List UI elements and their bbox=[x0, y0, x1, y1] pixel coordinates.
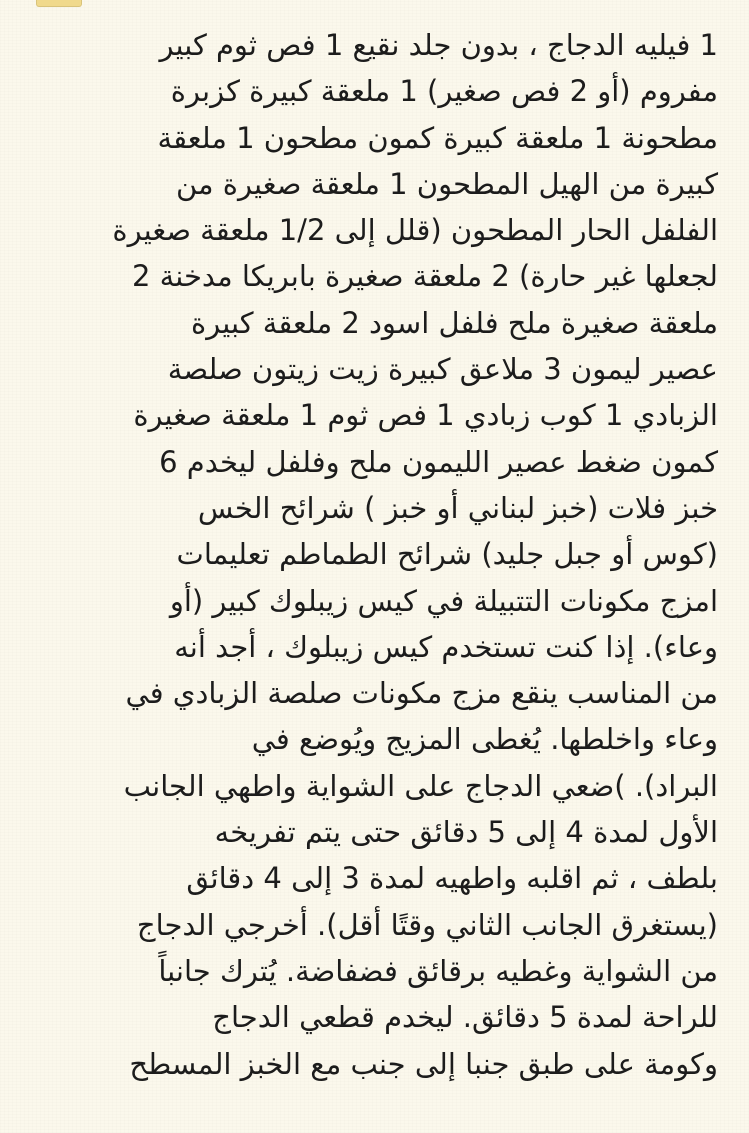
note-line: وعاء واخلطها. يُغطى المزيج ويُوضع في bbox=[251, 722, 718, 757]
note-line: بلطف ، ثم اقلبه واطهيه لمدة 3 إلى 4 دقائق bbox=[186, 861, 718, 896]
note-line: البراد). )ضعي الدجاج على الشواية واطهي الجانب bbox=[123, 768, 718, 803]
note-line: عصير ليمون 3 ملاعق كبيرة زيت زيتون صلصة bbox=[167, 352, 718, 387]
note-line: من الشواية وغطيه برقائق فضفاضة. يُترك جانباً bbox=[158, 953, 718, 988]
note-text-body bbox=[28, 22, 718, 1087]
note-line: 1 فيليه الدجاج ، بدون جلد نقيع 1 فص ثوم كبير bbox=[159, 28, 718, 62]
note-line: خبز فلات (خبز لبناني أو خبز ) شرائح الخس bbox=[197, 490, 718, 525]
note-line: ملعقة صغيرة ملح فلفل اسود 2 ملعقة كبيرة bbox=[191, 305, 718, 340]
note-line: الزبادي 1 كوب زبادي 1 فص ثوم 1 ملعقة صغيرة bbox=[133, 398, 718, 433]
note-line: امزج مكونات التتبيلة في كيس زيبلوك كبير (أو bbox=[169, 583, 718, 618]
note-line: (يستغرق الجانب الثاني وقتًا أقل). أخرجي الدجاج bbox=[136, 907, 718, 942]
note-top-tab bbox=[36, 0, 82, 7]
note-line: كبيرة من الهيل المطحون 1 ملعقة صغيرة من bbox=[175, 166, 718, 201]
note-line: مفروم (أو 2 فص صغير) 1 ملعقة كبيرة كزبرة bbox=[170, 74, 718, 109]
note-line: مطحونة 1 ملعقة كبيرة كمون مطحون 1 ملعقة bbox=[157, 120, 718, 155]
note-line: وكومة على طبق جنبا إلى جنب مع الخبز المسطح bbox=[129, 1046, 718, 1081]
note-line: الأول لمدة 4 إلى 5 دقائق حتى يتم تفريخه bbox=[214, 815, 718, 850]
note-line: الفلفل الحار المطحون (قلل إلى 1/2 ملعقة صغيرة bbox=[112, 213, 718, 248]
note-line: لجعلها غير حارة) 2 ملعقة صغيرة بابريكا مدخنة 2 bbox=[132, 259, 718, 294]
note-line: من المناسب ينقع مزج مكونات صلصة الزبادي في bbox=[125, 676, 718, 711]
note-line: كمون ضغط عصير الليمون ملح وفلفل ليخدم 6 bbox=[159, 444, 718, 479]
note-line: وعاء). إذا كنت تستخدم كيس زيبلوك ، أجد أنه bbox=[174, 629, 718, 664]
note-line: (كوس أو جبل جليد) شرائح الطماطم تعليمات bbox=[176, 537, 718, 572]
note-line: للراحة لمدة 5 دقائق. ليخدم قطعي الدجاج bbox=[212, 1000, 718, 1035]
